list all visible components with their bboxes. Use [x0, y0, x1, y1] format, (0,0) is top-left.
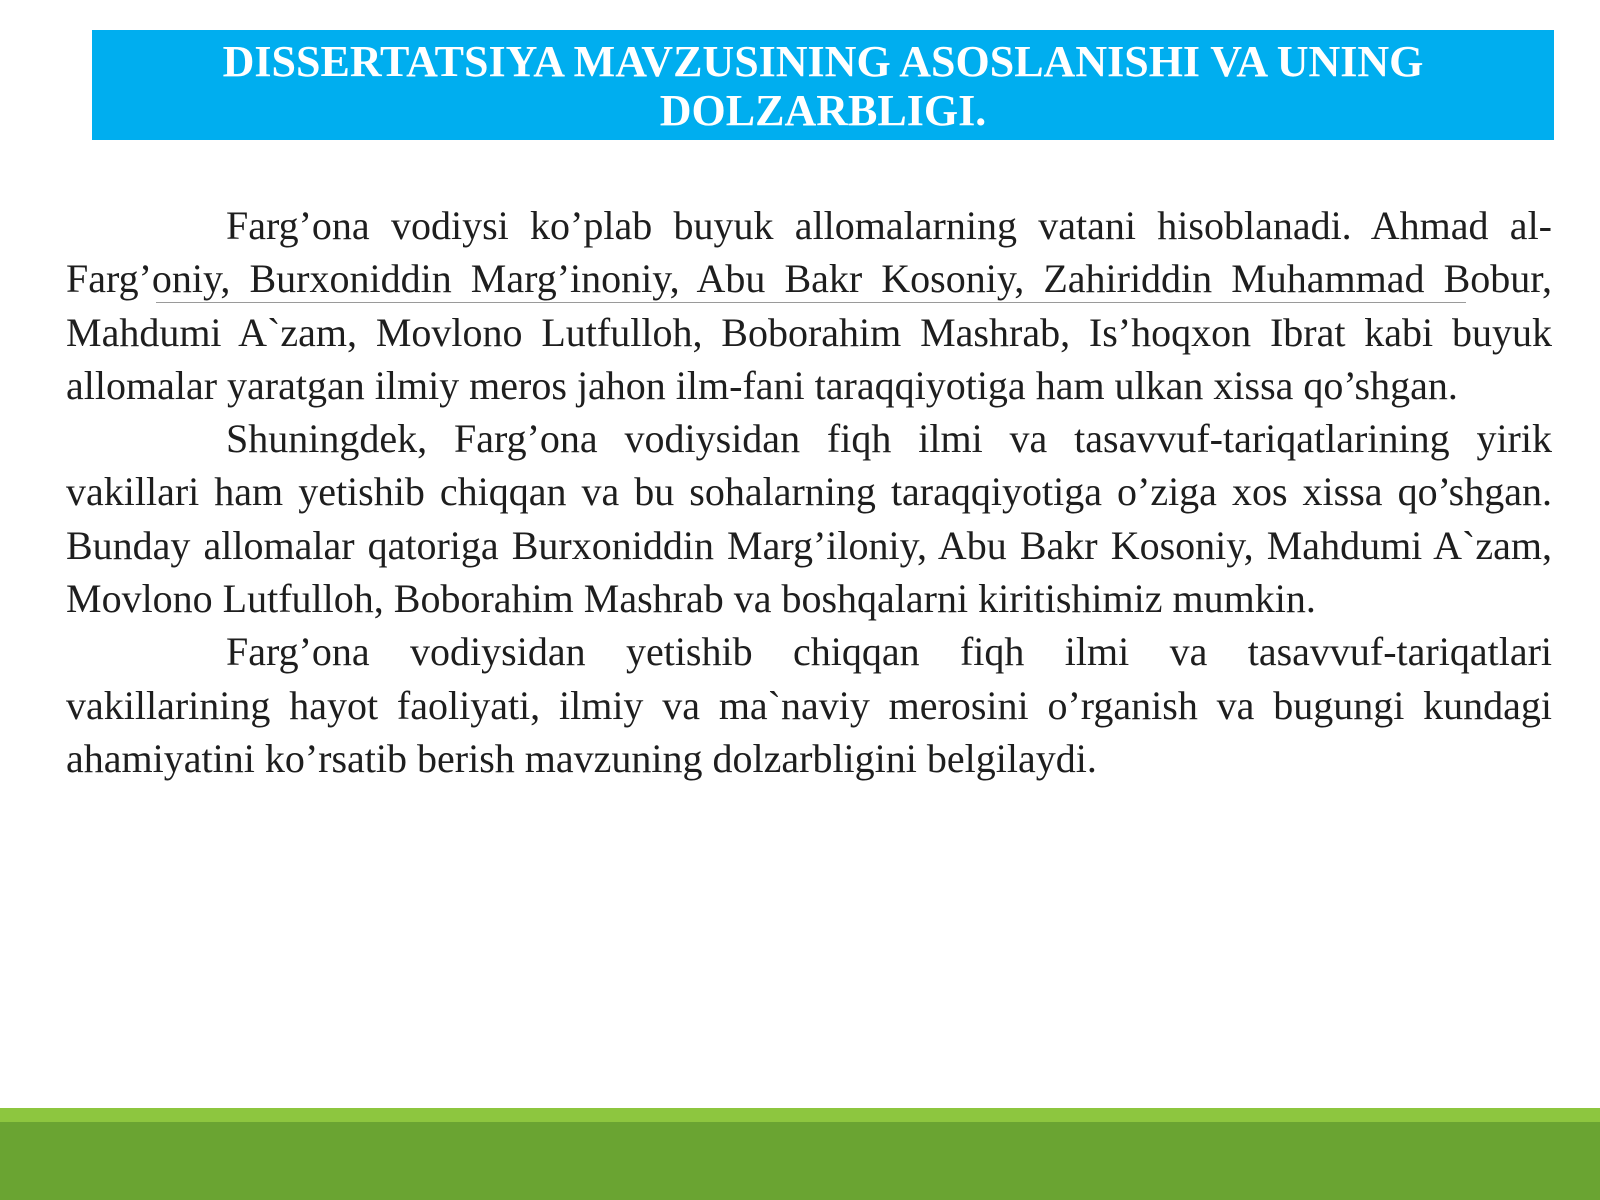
footer-stripe-light	[0, 1108, 1600, 1122]
body-paragraph-3: Farg’ona vodiysidan yetishib chiqqan fiqh ilmi va tasavvuf-tariqatlari vakillarining hayot faoliyati, ilmiy va ma`naviy merosini o’rganish va bugungi kundagi ahamiyatini ko’rsatib berish mavzuning dolzarbligini belgilaydi.	[66, 629, 1552, 781]
slide-title-line-1: DISSERTATSIYA MAVZUSINING ASOSLANISHI VA UNING	[222, 37, 1424, 86]
slide-title-line-2: DOLZARBLIGI.	[659, 86, 987, 135]
body-paragraph-1: Farg’ona vodiysi ko’plab buyuk allomalarning vatani hisoblanadi. Ahmad al-Farg’oniy, Burxoniddin Marg’inoniy, Abu Bakr Kosoniy, Zahiriddin Muhammad Bobur, Mahdumi A`zam, Movlono Lutfulloh, Boborahim Mashrab, Is’hoqxon Ibrat kabi buyuk allomalar yaratgan ilmiy meros jahon ilm-fani taraqqiyotiga ham ulkan xissa qo’shgan.	[66, 203, 1552, 408]
body-paragraph-2: Shuningdek, Farg’ona vodiysidan fiqh ilmi va tasavvuf-tariqatlarining yirik vakillari ham yetishib chiqqan va bu sohalarning taraqqiyotiga o’ziga xos xissa qo’shgan. Bunday allomalar qatoriga Burxoniddin Marg’iloniy, Abu Bakr Kosoniy, Mahdumi A`zam, Movlono Lutfulloh, Boborahim Mashrab va boshqalarni kiritishimiz mumkin.	[66, 416, 1552, 622]
slide-title-banner	[92, 30, 1554, 140]
slide-body	[66, 199, 1552, 785]
decorative-rule	[156, 302, 1466, 303]
footer-stripe-dark	[0, 1122, 1600, 1200]
